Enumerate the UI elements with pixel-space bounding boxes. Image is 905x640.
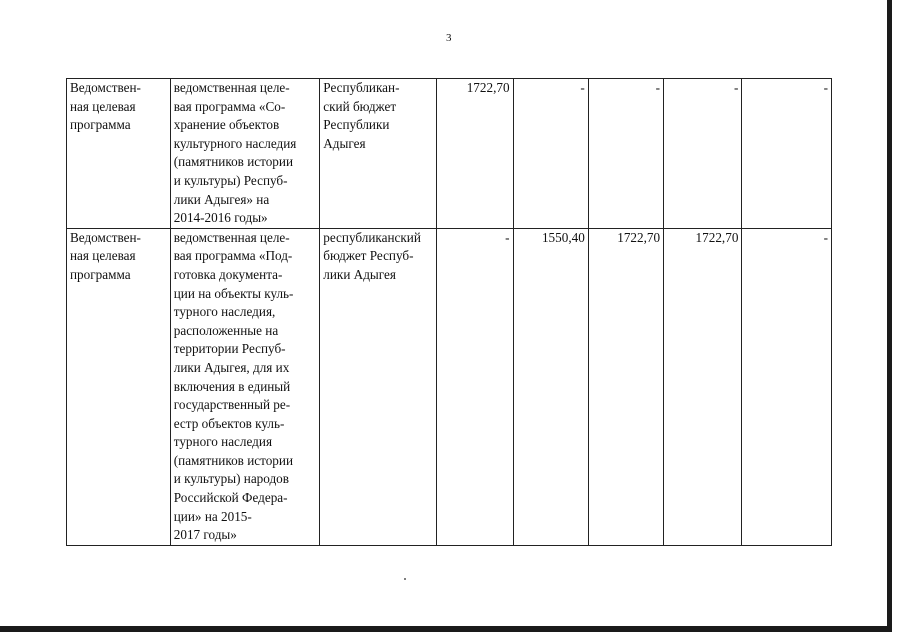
scan-edge-bottom bbox=[0, 626, 892, 632]
value-cell-1: - bbox=[437, 228, 513, 545]
value-cell-4: 1722,70 bbox=[664, 228, 742, 545]
funding-source-cell bbox=[320, 79, 437, 229]
program-name-text: ведомственная целе- вая программа «Под- готовка документа- ции на объекты куль- турного наследия, расположенные на территории Респуб- лики Адыгея, для их включения в единый государственный ре- естр объектов куль- турного наследия (памятников истории и культуры) народов Российской Федера- ции» на 2015- 2017 годы» bbox=[173, 229, 294, 543]
value-cell-2: 1550,40 bbox=[513, 228, 588, 545]
funding-source-text: Республикан- ский бюджет Республики Адыгея bbox=[323, 80, 400, 151]
value-cell-3: - bbox=[588, 79, 663, 229]
program-type-text: Ведомствен- ная целевая программа bbox=[70, 80, 141, 133]
value-cell-3: 1722,70 bbox=[588, 228, 663, 545]
value-cell-1: 1722,70 bbox=[437, 79, 513, 229]
value-cell-5: - bbox=[742, 228, 832, 545]
funding-source-cell bbox=[320, 228, 437, 545]
value-cell-5: - bbox=[742, 79, 832, 229]
program-type-cell bbox=[67, 79, 171, 229]
funding-source-text: республиканский бюджет Респуб- лики Адыгея bbox=[323, 229, 421, 282]
program-type-cell bbox=[67, 228, 171, 545]
program-type-text: Ведомствен- ная целевая программа bbox=[70, 229, 141, 282]
program-name-cell bbox=[170, 79, 320, 229]
scan-edge-right bbox=[887, 0, 892, 628]
program-table bbox=[66, 78, 832, 546]
value-cell-2: - bbox=[513, 79, 588, 229]
program-name-text: ведомственная целе- вая программа «Со- хранение объектов культурного наследия (памятников истории и культуры) Респуб- лики Адыгея» на 2014-2016 годы» bbox=[173, 80, 297, 226]
table-row bbox=[67, 228, 832, 545]
program-name-cell bbox=[170, 228, 320, 545]
value-cell-4: - bbox=[664, 79, 742, 229]
scan-speck bbox=[404, 578, 406, 580]
page-number: 3 bbox=[446, 32, 452, 44]
table-row bbox=[67, 79, 832, 229]
